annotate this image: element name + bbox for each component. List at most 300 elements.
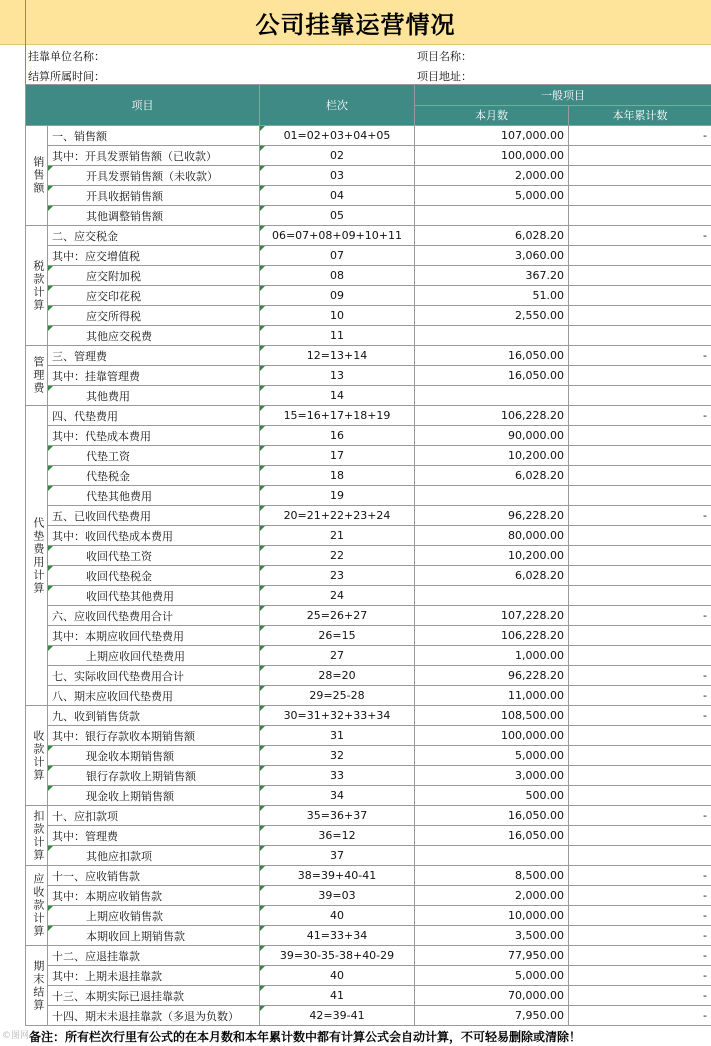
cell-month-amount[interactable] [415,426,569,446]
cell-month-amount[interactable] [415,506,569,526]
cell-month-amount[interactable] [415,586,569,606]
cell-column-no-text: 31 [330,729,344,742]
cell-column-no[interactable] [260,946,415,966]
cell-ytd-amount[interactable] [569,246,711,266]
cell-month-amount[interactable] [415,166,569,186]
cell-month-amount[interactable] [415,746,569,766]
cell-item[interactable] [48,606,260,626]
cell-month-amount-text: 16,050.00 [508,809,564,822]
table-row [26,146,711,166]
cell-formula-marker-icon [260,826,265,831]
cell-column-no[interactable] [260,666,415,686]
cell-month-amount[interactable] [415,926,569,946]
cell-column-no-text: 29=25-28 [309,689,365,702]
cell-item[interactable] [48,566,260,586]
cell-column-no-text: 41=33+34 [306,929,368,942]
cell-month-amount-text: 500.00 [525,789,564,802]
cell-item[interactable] [48,266,260,286]
cell-item[interactable] [48,226,260,246]
table-row [26,846,711,866]
cell-column-no[interactable] [260,246,415,266]
table-row [26,166,711,186]
section-label-text: 扣款计算 [31,809,45,862]
cell-ytd-amount[interactable] [569,146,711,166]
cell-item-text: 应交所得税 [86,309,141,323]
cell-formula-marker-icon [48,486,53,491]
cell-month-amount[interactable] [415,866,569,886]
cell-column-no[interactable] [260,586,415,606]
cell-formula-marker-icon [260,406,265,411]
cell-month-amount[interactable] [415,646,569,666]
cell-month-amount[interactable] [415,886,569,906]
cell-ytd-amount-text: - [703,929,707,942]
cell-formula-marker-icon [260,706,265,711]
cell-column-no-text: 05 [330,209,344,222]
cell-column-no-text: 18 [330,469,344,482]
cell-ytd-amount[interactable] [569,366,711,386]
cell-month-amount-text: 107,228.20 [501,609,564,622]
cell-ytd-amount[interactable] [569,686,711,706]
cell-month-amount[interactable] [415,266,569,286]
cell-item-text: 其他应扣款项 [86,849,152,863]
cell-item-text: 十一、应收销售款 [52,869,140,883]
cell-item[interactable] [48,306,260,326]
cell-item[interactable] [48,326,260,346]
cell-month-amount-text: 6,028.20 [515,229,564,242]
cell-column-no[interactable] [260,906,415,926]
cell-column-no[interactable] [260,606,415,626]
cell-column-no-text: 35=36+37 [306,809,368,822]
cell-column-no[interactable] [260,866,415,886]
cell-ytd-amount[interactable] [569,266,711,286]
cell-item-text: 现金收本期销售额 [86,749,174,763]
cell-ytd-amount[interactable] [569,346,711,366]
cell-column-no[interactable] [260,366,415,386]
cell-ytd-amount[interactable] [569,566,711,586]
cell-month-amount[interactable] [415,566,569,586]
cell-column-no[interactable] [260,766,415,786]
cell-ytd-amount[interactable] [569,166,711,186]
cell-column-no-text: 01=02+03+04+05 [283,129,391,142]
cell-ytd-amount[interactable] [569,406,711,426]
cell-formula-marker-icon [48,846,53,851]
cell-item[interactable] [48,166,260,186]
table-row [26,366,711,386]
cell-item[interactable] [48,986,260,1006]
cell-item[interactable] [48,906,260,926]
table-row [26,466,711,486]
cell-month-amount[interactable] [415,826,569,846]
cell-column-no-text: 30=31+32+33+34 [283,709,391,722]
cell-month-amount[interactable] [415,786,569,806]
cell-item-text: 六、应收回代垫费用合计 [52,609,173,623]
cell-column-no[interactable] [260,686,415,706]
cell-column-no[interactable] [260,126,415,146]
cell-ytd-amount[interactable] [569,466,711,486]
cell-month-amount-text: 2,000.00 [515,889,564,902]
cell-item[interactable] [48,246,260,266]
cell-column-no[interactable] [260,526,415,546]
cell-item[interactable] [48,206,260,226]
cell-column-no[interactable] [260,786,415,806]
cell-month-amount[interactable] [415,486,569,506]
cell-column-no-text: 14 [330,389,344,402]
cell-column-no[interactable] [260,406,415,426]
cell-formula-marker-icon [48,166,53,171]
cell-ytd-amount[interactable] [569,666,711,686]
cell-month-amount[interactable] [415,966,569,986]
cell-item[interactable] [48,926,260,946]
cell-column-no[interactable] [260,326,415,346]
cell-item[interactable] [48,466,260,486]
section-label-text: 收款计算 [31,729,45,782]
cell-month-amount[interactable] [415,806,569,826]
section-label [26,346,48,406]
cell-column-no[interactable] [260,446,415,466]
cell-formula-marker-icon [48,546,53,551]
cell-item-text: 其中：本期应收销售款 [52,889,162,903]
cell-ytd-amount[interactable] [569,446,711,466]
cell-item[interactable] [48,666,260,686]
cell-item[interactable] [48,826,260,846]
cell-item[interactable] [48,646,260,666]
table-row [26,666,711,686]
cell-column-no[interactable] [260,706,415,726]
cell-item[interactable] [48,706,260,726]
cell-ytd-amount[interactable] [569,326,711,346]
cell-ytd-amount[interactable] [569,646,711,666]
cell-month-amount[interactable] [415,466,569,486]
cell-item-text: 其中：开具发票销售额（已收款） [52,149,217,163]
cell-ytd-amount[interactable] [569,906,711,926]
cell-month-amount[interactable] [415,306,569,326]
cell-ytd-amount[interactable] [569,966,711,986]
cell-month-amount-text: 16,050.00 [508,349,564,362]
table-row [26,426,711,446]
cell-month-amount-text: 10,000.00 [508,909,564,922]
cell-item-text: 其他应交税费 [86,329,152,343]
table-row [26,246,711,266]
cell-column-no[interactable] [260,166,415,186]
cell-item-text: 三、管理费 [52,349,107,363]
cell-month-amount-text: 96,228.20 [508,509,564,522]
cell-column-no[interactable] [260,426,415,446]
cell-ytd-amount-text: - [703,349,707,362]
cell-column-no[interactable] [260,286,415,306]
cell-formula-marker-icon [260,466,265,471]
cell-column-no[interactable] [260,986,415,1006]
cell-month-amount-text: 10,200.00 [508,549,564,562]
cell-item[interactable] [48,686,260,706]
footnote: 备注：所有栏次行里有公式的在本月数和本年累计数中都有计算公式会自动计算，不可轻易删除或清除！ [29,1030,582,1044]
cell-formula-marker-icon [260,346,265,351]
cell-item[interactable] [48,346,260,366]
cell-item[interactable] [48,126,260,146]
cell-column-no[interactable] [260,186,415,206]
cell-ytd-amount[interactable] [569,926,711,946]
cell-month-amount-text: 107,000.00 [501,129,564,142]
cell-column-no[interactable] [260,886,415,906]
cell-formula-marker-icon [48,926,53,931]
cell-ytd-amount[interactable] [569,546,711,566]
cell-column-no-text: 09 [330,289,344,302]
cell-column-no[interactable] [260,206,415,226]
cell-item[interactable] [48,446,260,466]
cell-ytd-amount[interactable] [569,386,711,406]
cell-item[interactable] [48,786,260,806]
cell-month-amount-text: 70,000.00 [508,989,564,1002]
cell-ytd-amount-text: - [703,1009,707,1022]
cell-column-no[interactable] [260,386,415,406]
cell-month-amount[interactable] [415,226,569,246]
cell-formula-marker-icon [48,566,53,571]
cell-column-no[interactable] [260,226,415,246]
cell-column-no-text: 13 [330,369,344,382]
cell-item-text: 其中：本期应收回代垫费用 [52,629,184,643]
cell-month-amount[interactable] [415,206,569,226]
cell-item[interactable] [48,886,260,906]
table-row [26,646,711,666]
cell-item[interactable] [48,386,260,406]
cell-item[interactable] [48,626,260,646]
cell-month-amount-text: 10,200.00 [508,449,564,462]
cell-ytd-amount-text: - [703,609,707,622]
cell-column-no[interactable] [260,546,415,566]
cell-column-no-text: 28=20 [318,669,356,682]
cell-column-no-text: 37 [330,849,344,862]
cell-ytd-amount[interactable] [569,486,711,506]
cell-column-no[interactable] [260,346,415,366]
cell-month-amount[interactable] [415,726,569,746]
cell-ytd-amount[interactable] [569,306,711,326]
section-label-text: 管理费 [31,356,45,395]
cell-formula-marker-icon [260,1006,265,1011]
cell-ytd-amount[interactable] [569,786,711,806]
cell-column-no[interactable] [260,626,415,646]
cell-ytd-amount[interactable] [569,806,711,826]
cell-column-no[interactable] [260,306,415,326]
cell-month-amount-text: 16,050.00 [508,369,564,382]
cell-item[interactable] [48,186,260,206]
cell-ytd-amount[interactable] [569,126,711,146]
cell-ytd-amount-text: - [703,409,707,422]
cell-column-no-text: 34 [330,789,344,802]
cell-column-no[interactable] [260,466,415,486]
cell-column-no[interactable] [260,846,415,866]
cell-item-text: 应交印花税 [86,289,141,303]
cell-item[interactable] [48,146,260,166]
cell-ytd-amount[interactable] [569,286,711,306]
cell-ytd-amount[interactable] [569,626,711,646]
cell-month-amount[interactable] [415,1006,569,1026]
cell-month-amount-text: 1,000.00 [515,649,564,662]
cell-formula-marker-icon [260,666,265,671]
cell-column-no-text: 32 [330,749,344,762]
cell-ytd-amount-text: - [703,989,707,1002]
cell-column-no[interactable] [260,146,415,166]
cell-item[interactable] [48,486,260,506]
cell-column-no[interactable] [260,1006,415,1026]
cell-item[interactable] [48,866,260,886]
cell-ytd-amount[interactable] [569,526,711,546]
cell-formula-marker-icon [260,326,265,331]
cell-formula-marker-icon [260,546,265,551]
cell-column-no-text: 25=26+27 [306,609,368,622]
cell-month-amount[interactable] [415,386,569,406]
cell-item-text: 代垫工资 [86,449,130,463]
cell-item[interactable] [48,946,260,966]
cell-formula-marker-icon [260,446,265,451]
cell-item[interactable] [48,286,260,306]
cell-month-amount-text: 7,950.00 [515,1009,564,1022]
cell-ytd-amount[interactable] [569,1006,711,1026]
cell-ytd-amount[interactable] [569,586,711,606]
cell-item[interactable] [48,806,260,826]
cell-column-no[interactable] [260,566,415,586]
cell-month-amount-text: 80,000.00 [508,529,564,542]
cell-month-amount-text: 106,228.20 [501,629,564,642]
cell-column-no-text: 07 [330,249,344,262]
cell-item[interactable] [48,526,260,546]
table-row [26,566,711,586]
cell-month-amount[interactable] [415,326,569,346]
cell-column-no[interactable] [260,746,415,766]
cell-item[interactable] [48,506,260,526]
cell-month-amount[interactable] [415,186,569,206]
cell-column-no[interactable] [260,806,415,826]
cell-column-no-text: 41 [330,989,344,1002]
cell-item-text: 其中：应交增值税 [52,249,140,263]
cell-formula-marker-icon [260,486,265,491]
cell-item[interactable] [48,546,260,566]
cell-item[interactable] [48,366,260,386]
cell-month-amount[interactable] [415,246,569,266]
cell-month-amount[interactable] [415,986,569,1006]
cell-item[interactable] [48,846,260,866]
cell-month-amount[interactable] [415,686,569,706]
cell-column-no[interactable] [260,826,415,846]
cell-month-amount[interactable] [415,606,569,626]
cell-item-text: 代垫税金 [86,469,130,483]
cell-formula-marker-icon [260,626,265,631]
cell-month-amount[interactable] [415,546,569,566]
table-row [26,446,711,466]
cell-ytd-amount[interactable] [569,846,711,866]
cell-month-amount[interactable] [415,626,569,646]
cell-month-amount[interactable] [415,946,569,966]
cell-month-amount[interactable] [415,666,569,686]
cell-month-amount[interactable] [415,766,569,786]
cell-ytd-amount[interactable] [569,766,711,786]
unit-name-label: 挂靠单位名称： [28,50,105,63]
table-row [26,346,711,366]
table-row [26,946,711,966]
table-row [26,826,711,846]
cell-formula-marker-icon [260,206,265,211]
cell-item[interactable] [48,766,260,786]
cell-column-no-text: 24 [330,589,344,602]
cell-month-amount-text: 96,228.20 [508,669,564,682]
cell-column-no[interactable] [260,726,415,746]
cell-column-no[interactable] [260,486,415,506]
cell-ytd-amount[interactable] [569,186,711,206]
table-row [26,706,711,726]
cell-month-amount[interactable] [415,706,569,726]
cell-month-amount-text: 5,000.00 [515,749,564,762]
cell-item[interactable] [48,966,260,986]
cell-month-amount[interactable] [415,346,569,366]
cell-item[interactable] [48,1006,260,1026]
cell-item[interactable] [48,726,260,746]
cell-item[interactable] [48,586,260,606]
cell-month-amount[interactable] [415,146,569,166]
cell-month-amount[interactable] [415,446,569,466]
cell-ytd-amount[interactable] [569,706,711,726]
cell-month-amount[interactable] [415,406,569,426]
cell-ytd-amount[interactable] [569,606,711,626]
cell-column-no[interactable] [260,966,415,986]
cell-ytd-amount[interactable] [569,886,711,906]
section-label [26,406,48,706]
cell-ytd-amount[interactable] [569,986,711,1006]
cell-column-no[interactable] [260,646,415,666]
cell-item[interactable] [48,426,260,446]
cell-formula-marker-icon [260,386,265,391]
cell-ytd-amount[interactable] [569,226,711,246]
cell-formula-marker-icon [260,926,265,931]
cell-column-no[interactable] [260,266,415,286]
cell-month-amount-text: 2,000.00 [515,169,564,182]
cell-formula-marker-icon [48,746,53,751]
cell-month-amount-text: 108,500.00 [501,709,564,722]
cell-month-amount[interactable] [415,906,569,926]
cell-column-no[interactable] [260,926,415,946]
section-label [26,866,48,946]
cell-item-text: 四、代垫费用 [52,409,118,423]
table-row [26,1006,711,1026]
cell-month-amount[interactable] [415,526,569,546]
cell-ytd-amount[interactable] [569,826,711,846]
cell-ytd-amount[interactable] [569,506,711,526]
cell-column-no-text: 27 [330,649,344,662]
cell-ytd-amount-text: - [703,689,707,702]
cell-month-amount[interactable] [415,366,569,386]
cell-month-amount[interactable] [415,286,569,306]
cell-month-amount[interactable] [415,126,569,146]
cell-item[interactable] [48,406,260,426]
cell-column-no-text: 39=03 [318,889,356,902]
cell-item-text: 十、应扣款项 [52,809,118,823]
cell-ytd-amount[interactable] [569,946,711,966]
cell-formula-marker-icon [260,526,265,531]
cell-formula-marker-icon [48,266,53,271]
cell-ytd-amount[interactable] [569,746,711,766]
table-row [26,606,711,626]
cell-formula-marker-icon [260,846,265,851]
cell-ytd-amount[interactable] [569,726,711,746]
cell-item[interactable] [48,746,260,766]
cell-month-amount[interactable] [415,846,569,866]
cell-formula-marker-icon [260,766,265,771]
cell-ytd-amount[interactable] [569,866,711,886]
table-row [26,266,711,286]
cell-ytd-amount[interactable] [569,426,711,446]
project-address-label: 项目地址： [417,70,472,83]
cell-formula-marker-icon [260,946,265,951]
cell-column-no[interactable] [260,506,415,526]
header-month: 本月数 [415,105,569,126]
cell-ytd-amount[interactable] [569,206,711,226]
